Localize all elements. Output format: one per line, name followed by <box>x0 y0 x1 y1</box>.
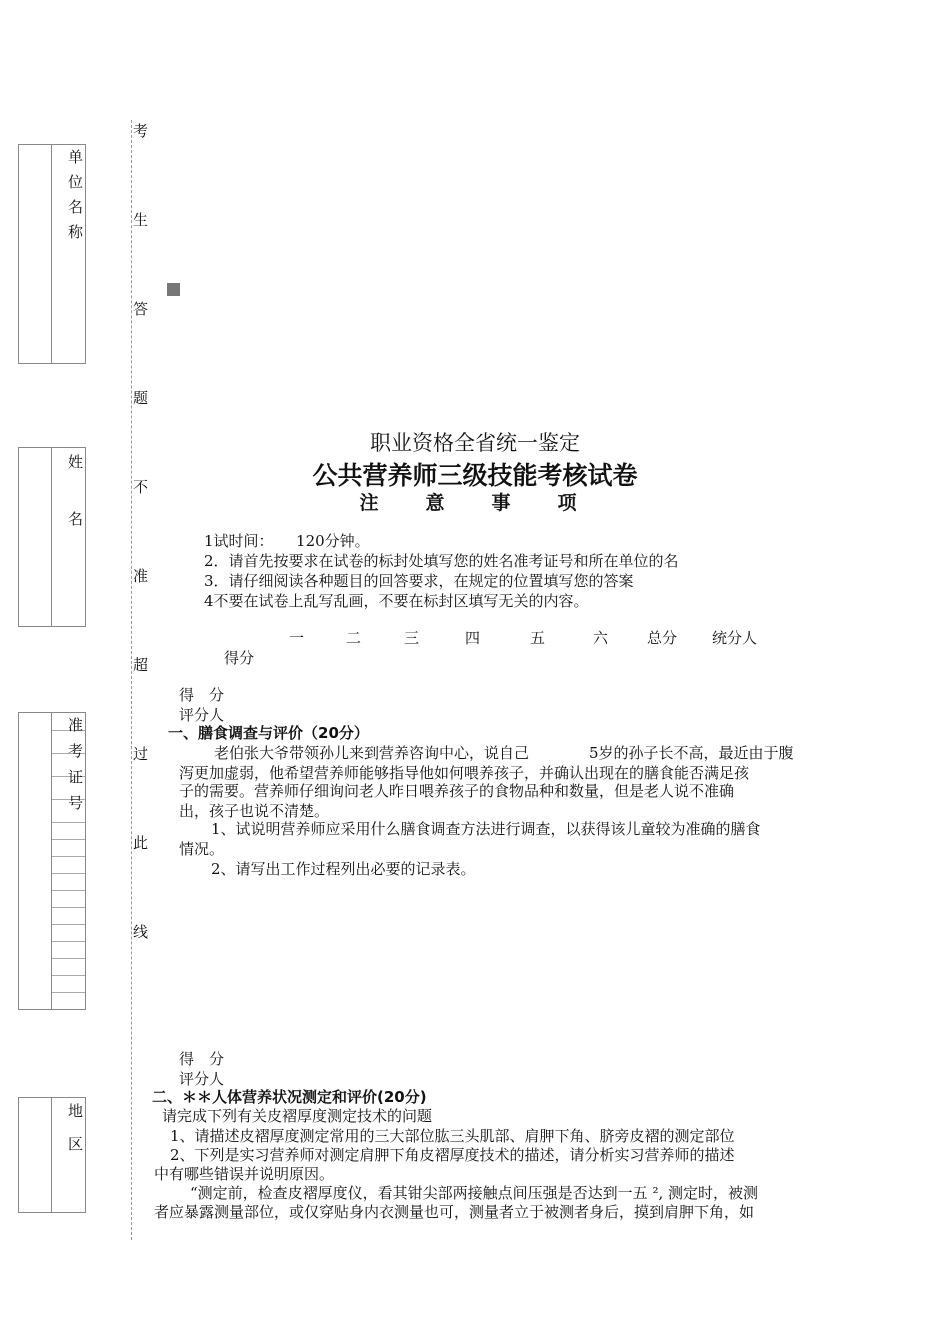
section1-question-2: 2、请写出工作过程列出必要的记录表。 <box>196 860 476 878</box>
gray-square-mark <box>167 283 180 296</box>
note-2: 2．请首先按要求在试卷的标封处填写您的姓名准考证号和所在单位的名 <box>204 552 679 570</box>
exam-authority: 职业资格全省统一鉴定 <box>370 431 580 455</box>
section2-question-1: 1、请描述皮褶厚度测定常用的三大部位肱三头肌部、肩胛下角、脐旁皮褶的测定部位 <box>170 1127 735 1145</box>
score-header-5: 五 <box>530 629 546 647</box>
cut-line <box>131 120 132 1240</box>
score-header-4: 四 <box>465 629 481 647</box>
notice-heading: 注 意 事 项 <box>359 492 591 514</box>
note-4: 4不要在试卷上乱写乱画，不要在标封区填写无关的内容。 <box>204 592 589 610</box>
section1-line-3: 子的需要。营养师仔细询问老人昨日喂养孩子的食物品种和数量，但是老人说不准确 <box>179 782 735 800</box>
section1-score-label: 得 分 <box>179 686 225 704</box>
exam-title: 公共营养师三级技能考核试卷 <box>312 461 638 490</box>
section2-line-6: 者应暴露测量部位，或仅穿贴身内衣测量也可，测量者立于被测者身后，摸到肩胛下角，如 <box>154 1203 755 1221</box>
score-header-1: 一 <box>289 629 305 647</box>
section1-title: 一、膳食调查与评价（20分） <box>168 724 369 742</box>
section2-grader-label: 评分人 <box>179 1070 225 1088</box>
section1-line-2: 泻更加虚弱，他希望营养师能够指导他如何喂养孩子，并确认出现在的膳食能否满足孩 <box>179 764 750 782</box>
section2-score-label: 得 分 <box>179 1050 225 1068</box>
section1-line-6: 情况。 <box>179 840 225 858</box>
score-header-6: 六 <box>593 629 609 647</box>
score-header-2: 二 <box>346 629 362 647</box>
section2-line-4: 中有哪些错误并说明原因。 <box>154 1165 335 1183</box>
score-header-3: 三 <box>404 629 420 647</box>
section2-line-1: 请完成下列有关皮褶厚度测定技术的问题 <box>162 1107 433 1125</box>
score-header-total: 总分 <box>647 629 678 647</box>
score-header-tallier: 统分人 <box>712 629 758 647</box>
section2-line-5: “测定前，检查皮褶厚度仪，看其钳尖部两接触点间压强是否达到一五 ², 测定时，被测 <box>190 1184 758 1202</box>
section1-question-1: 1、试说明营养师应采用什么膳食调查方法进行调查，以获得该儿童较为准确的膳食 <box>196 820 761 838</box>
note-1: 1试时间： 120分钟。 <box>204 532 370 550</box>
section1-line-4: 出，孩子也说不清楚。 <box>179 802 330 820</box>
score-row-label: 得分 <box>224 649 255 667</box>
section2-title: 二、＊＊人体营养状况测定和评价(20分) <box>152 1088 427 1106</box>
section1-line-1: 老伯张大爷带领孙儿来到营养咨询中心，说自己 5岁的孙子长不高，最近由于腹 <box>214 744 794 762</box>
section2-question-2: 2、下列是实习营养师对测定肩胛下角皮褶厚度技术的描述，请分析实习营养师的描述 <box>170 1146 735 1164</box>
note-3: 3．请仔细阅读各种题目的回答要求，在规定的位置填写您的答案 <box>204 572 634 590</box>
section1-grader-label: 评分人 <box>179 706 225 724</box>
